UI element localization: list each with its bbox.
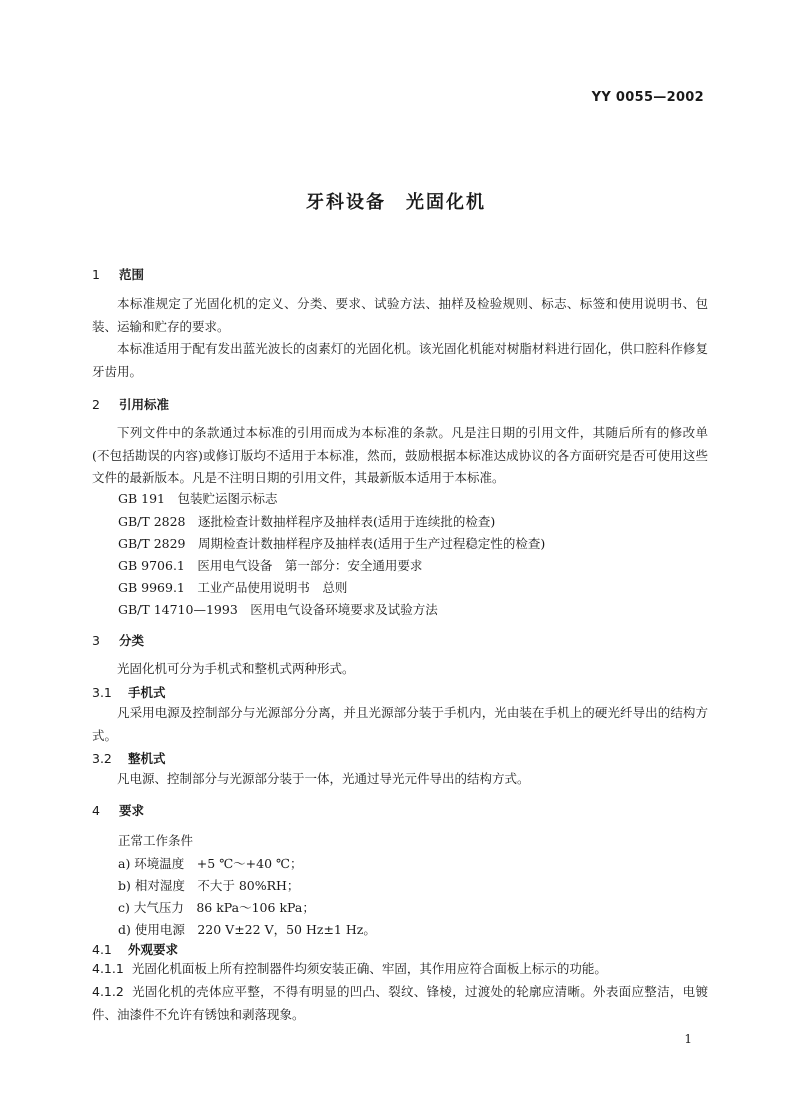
section-title: 引用标准 [119, 397, 170, 412]
condition-item: a) 环境温度 +5 ℃～+40 ℃； [118, 856, 303, 871]
clause-text: 光固化机面板上所有控制器件均须安装正确、牢固，其作用应符合面板上标示的功能。 [131, 961, 607, 976]
reference-item: GB/T 14710—1993 医用电气设备环境要求及试验方法 [118, 602, 438, 617]
section-3-paragraph-1: 光固化机可分为手机式和整机式两种形式。 [117, 661, 355, 676]
section-number: 3 [92, 633, 100, 648]
section-4-heading [92, 801, 144, 819]
section-number: 4 [92, 803, 100, 818]
condition-item: b) 相对湿度 不大于 80%RH； [118, 878, 300, 893]
subsection-4-1-heading [92, 940, 178, 958]
section-number: 2 [92, 397, 100, 412]
section-title: 范围 [119, 267, 145, 282]
subsection-3-2-heading [92, 749, 166, 767]
section-2-heading [92, 395, 169, 413]
reference-item: GB 9706.1 医用电气设备 第一部分：安全通用要求 [118, 558, 423, 573]
subsection-title: 整机式 [128, 751, 166, 766]
document-title: 牙科设备 光固化机 [306, 192, 486, 213]
section-1-paragraph-2: 本标准适用于配有发出蓝光波长的卤素灯的光固化机。该光固化机能对树脂材料进行固化，供口腔科作修复牙齿用。 [92, 341, 708, 379]
reference-item: GB 191 包装贮运图示标志 [118, 491, 278, 506]
section-title: 分类 [119, 633, 145, 648]
subsection-number: 3.1 [92, 685, 112, 700]
section-3-heading [92, 631, 144, 649]
subsection-3-1-heading [92, 683, 166, 701]
subsection-number: 4.1 [92, 942, 112, 957]
clause-number: 4.1.1 [92, 961, 124, 976]
clause-number: 4.1.2 [92, 984, 124, 999]
clause-text: 光固化机的壳体应平整，不得有明显的凹凸、裂纹、锋棱，过渡处的轮廓应清晰。外表面应整洁，电镀件、油漆件不允许有锈蚀和剥落现象。 [92, 984, 708, 1022]
section-title: 要求 [119, 803, 145, 818]
reference-item: GB/T 2829 周期检查计数抽样程序及抽样表(适用于生产过程稳定性的检查) [118, 536, 546, 551]
subsection-title: 手机式 [128, 685, 166, 700]
condition-item: d) 使用电源 220 V±22 V，50 Hz±1 Hz。 [118, 922, 376, 937]
subsection-3-1-text: 凡采用电源及控制部分与光源部分分离，并且光源部分装于手机内，光由装在手机上的硬光纤导出的结构方式。 [92, 705, 708, 743]
subsection-title: 外观要求 [128, 942, 179, 957]
reference-item: GB 9969.1 工业产品使用说明书 总则 [118, 580, 348, 595]
reference-item: GB/T 2828 逐批检查计数抽样程序及抽样表(适用于连续批的检查) [118, 514, 496, 529]
subsection-number: 3.2 [92, 751, 112, 766]
conditions-title: 正常工作条件 [118, 833, 194, 848]
page-number: 1 [684, 1032, 692, 1046]
section-2-paragraph-1: 下列文件中的条款通过本标准的引用而成为本标准的条款。凡是注日期的引用文件，其随后所有的修改单(不包括勘误的内容)或修订版均不适用于本标准，然而，鼓励根据本标准达成协议的各方面研究是否可使用这些文件的最新版本。凡是不注明日期的引用文件，其最新版本适用于本标准。 [92, 425, 708, 485]
standard-code: YY 0055—2002 [591, 90, 704, 105]
clause-4-1-1 [92, 958, 708, 981]
section-number: 1 [92, 267, 100, 282]
condition-item: c) 大气压力 86 kPa～106 kPa； [118, 900, 315, 915]
section-1-paragraph-1: 本标准规定了光固化机的定义、分类、要求、试验方法、抽样及检验规则、标志、标签和使用说明书、包装、运输和贮存的要求。 [92, 296, 708, 334]
section-1-heading [92, 265, 144, 283]
clause-4-1-2 [92, 981, 708, 1026]
subsection-3-2-text: 凡电源、控制部分与光源部分装于一体，光通过导光元件导出的结构方式。 [117, 771, 530, 786]
